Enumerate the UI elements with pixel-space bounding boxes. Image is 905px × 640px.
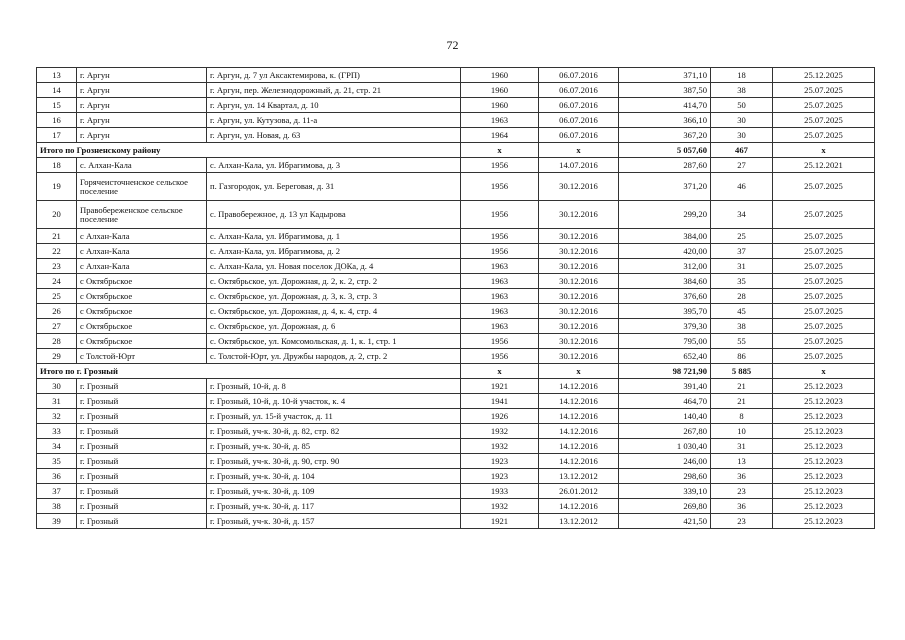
date-cell: 14.12.2016 <box>539 439 619 454</box>
row-number-cell: 31 <box>37 394 77 409</box>
area-cell: 312,00 <box>619 259 711 274</box>
row-number-cell: 28 <box>37 334 77 349</box>
deadline-cell: 25.12.2023 <box>773 424 875 439</box>
settlement-cell: с Толстой-Юрт <box>77 349 207 364</box>
year-cell: 1956 <box>461 334 539 349</box>
residents-cell: 34 <box>711 201 773 229</box>
table-row <box>37 173 875 201</box>
deadline-cell: 25.07.2025 <box>773 319 875 334</box>
address-cell: г. Грозный, ул. 15-й участок, д. 11 <box>207 409 461 424</box>
year-cell: 1963 <box>461 113 539 128</box>
address-cell: с. Толстой-Юрт, ул. Дружбы народов, д. 2, стр. 2 <box>207 349 461 364</box>
year-cell: 1963 <box>461 259 539 274</box>
year-cell: 1964 <box>461 128 539 143</box>
area-cell: 267,80 <box>619 424 711 439</box>
year-cell: 1932 <box>461 424 539 439</box>
date-cell: 14.12.2016 <box>539 454 619 469</box>
area-cell: 246,00 <box>619 454 711 469</box>
row-number-cell: 26 <box>37 304 77 319</box>
year-cell: 1963 <box>461 274 539 289</box>
area-cell: 379,30 <box>619 319 711 334</box>
address-cell: с. Октябрьское, ул. Дорожная, д. 3, к. 3, стр. 3 <box>207 289 461 304</box>
settlement-cell: г. Аргун <box>77 98 207 113</box>
date-cell: 06.07.2016 <box>539 113 619 128</box>
area-cell: 384,60 <box>619 274 711 289</box>
area-cell: 387,50 <box>619 83 711 98</box>
deadline-cell: х <box>773 143 875 158</box>
settlement-cell: с Октябрьское <box>77 319 207 334</box>
settlement-cell: с Алхан-Кала <box>77 229 207 244</box>
address-cell: г. Аргун, ул. 14 Квартал, д. 10 <box>207 98 461 113</box>
date-cell: 26.01.2012 <box>539 484 619 499</box>
address-cell: с. Октябрьское, ул. Дорожная, д. 2, к. 2, стр. 2 <box>207 274 461 289</box>
table-row <box>37 274 875 289</box>
residents-cell: 13 <box>711 454 773 469</box>
address-cell: с. Алхан-Кала, ул. Ибрагимова, д. 2 <box>207 244 461 259</box>
year-cell: 1963 <box>461 304 539 319</box>
table-row <box>37 454 875 469</box>
address-cell: г. Грозный, уч-к. 30-й, д. 85 <box>207 439 461 454</box>
area-cell: 795,00 <box>619 334 711 349</box>
deadline-cell: 25.07.2025 <box>773 244 875 259</box>
residents-cell: 86 <box>711 349 773 364</box>
deadline-cell: 25.07.2025 <box>773 98 875 113</box>
residents-cell: 31 <box>711 439 773 454</box>
row-number-cell: 37 <box>37 484 77 499</box>
row-number-cell: 18 <box>37 158 77 173</box>
area-cell: 421,50 <box>619 514 711 529</box>
residents-cell: 38 <box>711 319 773 334</box>
residents-cell: 46 <box>711 173 773 201</box>
table-row <box>37 334 875 349</box>
table-row <box>37 394 875 409</box>
year-cell: 1956 <box>461 173 539 201</box>
date-cell: 06.07.2016 <box>539 83 619 98</box>
settlement-cell: с Алхан-Кала <box>77 259 207 274</box>
subtotal-row <box>37 143 875 158</box>
date-cell: 30.12.2016 <box>539 304 619 319</box>
row-number-cell: 39 <box>37 514 77 529</box>
deadline-cell: 25.07.2025 <box>773 259 875 274</box>
row-number-cell: 29 <box>37 349 77 364</box>
table-row <box>37 158 875 173</box>
table-row <box>37 128 875 143</box>
table-row <box>37 244 875 259</box>
deadline-cell: 25.07.2025 <box>773 201 875 229</box>
residents-cell: 27 <box>711 158 773 173</box>
date-cell: 06.07.2016 <box>539 98 619 113</box>
year-cell: 1921 <box>461 514 539 529</box>
year-cell: 1963 <box>461 289 539 304</box>
address-cell: с. Алхан-Кала, ул. Ибрагимова, д. 3 <box>207 158 461 173</box>
subtotal-row <box>37 364 875 379</box>
table-row <box>37 319 875 334</box>
date-cell: 14.07.2016 <box>539 158 619 173</box>
residents-cell: 21 <box>711 379 773 394</box>
residents-cell: 38 <box>711 83 773 98</box>
residents-cell: 28 <box>711 289 773 304</box>
settlement-cell: г. Грозный <box>77 454 207 469</box>
address-cell: с. Правобережное, д. 13 ул Кадырова <box>207 201 461 229</box>
deadline-cell: х <box>773 364 875 379</box>
area-cell: 299,20 <box>619 201 711 229</box>
settlement-cell: с Октябрьское <box>77 274 207 289</box>
settlement-cell: г. Грозный <box>77 394 207 409</box>
settlement-cell: г. Грозный <box>77 469 207 484</box>
row-number-cell: 16 <box>37 113 77 128</box>
year-cell: 1963 <box>461 319 539 334</box>
settlement-cell: с Октябрьское <box>77 304 207 319</box>
settlement-cell: Правобереженское сельское поселение <box>77 201 207 229</box>
date-cell: 14.12.2016 <box>539 379 619 394</box>
settlement-cell: г. Грозный <box>77 484 207 499</box>
table-row <box>37 113 875 128</box>
year-cell: 1960 <box>461 98 539 113</box>
area-cell: 384,00 <box>619 229 711 244</box>
area-cell: 652,40 <box>619 349 711 364</box>
deadline-cell: 25.07.2025 <box>773 304 875 319</box>
address-cell: г. Аргун, ул. Новая, д. 63 <box>207 128 461 143</box>
date-cell: 30.12.2016 <box>539 244 619 259</box>
year-cell: 1921 <box>461 379 539 394</box>
deadline-cell: 25.07.2025 <box>773 173 875 201</box>
table-body <box>37 68 875 529</box>
settlement-cell: с Алхан-Кала <box>77 244 207 259</box>
year-cell: 1932 <box>461 499 539 514</box>
area-cell: 371,10 <box>619 68 711 83</box>
date-cell: 30.12.2016 <box>539 259 619 274</box>
residents-cell: 36 <box>711 499 773 514</box>
address-cell: г. Грозный, уч-к. 30-й, д. 90, стр. 90 <box>207 454 461 469</box>
deadline-cell: 25.07.2025 <box>773 229 875 244</box>
settlement-cell: г. Аргун <box>77 128 207 143</box>
housing-table <box>36 67 875 529</box>
date-cell: 13.12.2012 <box>539 469 619 484</box>
residents-cell: 467 <box>711 143 773 158</box>
address-cell: с. Алхан-Кала, ул. Ибрагимова, д. 1 <box>207 229 461 244</box>
area-cell: 366,10 <box>619 113 711 128</box>
date-cell: 14.12.2016 <box>539 424 619 439</box>
row-number-cell: 25 <box>37 289 77 304</box>
year-cell: 1956 <box>461 244 539 259</box>
page-number: 72 <box>446 38 459 52</box>
residents-cell: 35 <box>711 274 773 289</box>
table-row <box>37 514 875 529</box>
year-cell: 1956 <box>461 229 539 244</box>
deadline-cell: 25.12.2023 <box>773 439 875 454</box>
date-cell: 06.07.2016 <box>539 128 619 143</box>
deadline-cell: 25.07.2025 <box>773 349 875 364</box>
area-cell: 464,70 <box>619 394 711 409</box>
year-cell: 1923 <box>461 469 539 484</box>
year-cell: 1941 <box>461 394 539 409</box>
date-cell: 30.12.2016 <box>539 319 619 334</box>
row-number-cell: 20 <box>37 201 77 229</box>
address-cell: с. Алхан-Кала, ул. Новая поселок ДОКа, д. 4 <box>207 259 461 274</box>
area-cell: 367,20 <box>619 128 711 143</box>
area-cell: 269,80 <box>619 499 711 514</box>
residents-cell: 21 <box>711 394 773 409</box>
deadline-cell: 25.12.2023 <box>773 454 875 469</box>
settlement-cell: с. Алхан-Кала <box>77 158 207 173</box>
address-cell: г. Аргун, ул. Кутузова, д. 11-а <box>207 113 461 128</box>
deadline-cell: 25.12.2025 <box>773 68 875 83</box>
area-cell: 298,60 <box>619 469 711 484</box>
date-cell: 30.12.2016 <box>539 289 619 304</box>
residents-cell: 23 <box>711 484 773 499</box>
row-number-cell: 30 <box>37 379 77 394</box>
table-row <box>37 439 875 454</box>
year-cell: 1923 <box>461 454 539 469</box>
area-cell: 339,10 <box>619 484 711 499</box>
date-cell: х <box>539 143 619 158</box>
row-number-cell: 36 <box>37 469 77 484</box>
residents-cell: 5 885 <box>711 364 773 379</box>
date-cell: 30.12.2016 <box>539 349 619 364</box>
address-cell: г. Грозный, 10-й, д. 8 <box>207 379 461 394</box>
area-cell: 98 721,90 <box>619 364 711 379</box>
deadline-cell: 25.12.2023 <box>773 514 875 529</box>
settlement-cell: г. Грозный <box>77 424 207 439</box>
year-cell: х <box>461 143 539 158</box>
address-cell: г. Грозный, 10-й, д. 10-й участок, к. 4 <box>207 394 461 409</box>
residents-cell: 37 <box>711 244 773 259</box>
area-cell: 420,00 <box>619 244 711 259</box>
year-cell: 1960 <box>461 68 539 83</box>
residents-cell: 55 <box>711 334 773 349</box>
settlement-cell: г. Аргун <box>77 113 207 128</box>
address-cell: г. Аргун, пер. Железнодорожный, д. 21, стр. 21 <box>207 83 461 98</box>
table-row <box>37 349 875 364</box>
deadline-cell: 25.12.2021 <box>773 158 875 173</box>
residents-cell: 31 <box>711 259 773 274</box>
area-cell: 1 030,40 <box>619 439 711 454</box>
table-row <box>37 229 875 244</box>
address-cell: г. Грозный, уч-к. 30-й, д. 157 <box>207 514 461 529</box>
residents-cell: 36 <box>711 469 773 484</box>
date-cell: 30.12.2016 <box>539 229 619 244</box>
deadline-cell: 25.07.2025 <box>773 83 875 98</box>
year-cell: 1956 <box>461 158 539 173</box>
residents-cell: 30 <box>711 128 773 143</box>
row-number-cell: 19 <box>37 173 77 201</box>
row-number-cell: 32 <box>37 409 77 424</box>
residents-cell: 25 <box>711 229 773 244</box>
table-row <box>37 379 875 394</box>
row-number-cell: 15 <box>37 98 77 113</box>
settlement-cell: г. Грозный <box>77 439 207 454</box>
settlement-cell: г. Аргун <box>77 68 207 83</box>
row-number-cell: 13 <box>37 68 77 83</box>
year-cell: 1932 <box>461 439 539 454</box>
deadline-cell: 25.07.2025 <box>773 334 875 349</box>
date-cell: 13.12.2012 <box>539 514 619 529</box>
settlement-cell: г. Грозный <box>77 379 207 394</box>
area-cell: 371,20 <box>619 173 711 201</box>
date-cell: 30.12.2016 <box>539 201 619 229</box>
residents-cell: 45 <box>711 304 773 319</box>
address-cell: г. Аргун, д. 7 ул Аксактемирова, к. (ГРП) <box>207 68 461 83</box>
deadline-cell: 25.07.2025 <box>773 128 875 143</box>
address-cell: с. Октябрьское, ул. Дорожная, д. 4, к. 4, стр. 4 <box>207 304 461 319</box>
table-row <box>37 83 875 98</box>
date-cell: 14.12.2016 <box>539 394 619 409</box>
row-number-cell: 38 <box>37 499 77 514</box>
deadline-cell: 25.12.2023 <box>773 469 875 484</box>
table-row <box>37 98 875 113</box>
deadline-cell: 25.12.2023 <box>773 379 875 394</box>
date-cell: 30.12.2016 <box>539 274 619 289</box>
address-cell: с. Октябрьское, ул. Дорожная, д. 6 <box>207 319 461 334</box>
table-row <box>37 201 875 229</box>
area-cell: 391,40 <box>619 379 711 394</box>
year-cell: х <box>461 364 539 379</box>
row-number-cell: 17 <box>37 128 77 143</box>
row-number-cell: 33 <box>37 424 77 439</box>
address-cell: с. Октябрьское, ул. Комсомольская, д. 1, к. 1, стр. 1 <box>207 334 461 349</box>
address-cell: г. Грозный, уч-к. 30-й, д. 82, стр. 82 <box>207 424 461 439</box>
date-cell: 14.12.2016 <box>539 499 619 514</box>
table-row <box>37 289 875 304</box>
area-cell: 395,70 <box>619 304 711 319</box>
settlement-cell: г. Грозный <box>77 499 207 514</box>
address-cell: п. Газгородок, ул. Береговая, д. 31 <box>207 173 461 201</box>
date-cell: 30.12.2016 <box>539 173 619 201</box>
table-row <box>37 499 875 514</box>
year-cell: 1960 <box>461 83 539 98</box>
year-cell: 1956 <box>461 349 539 364</box>
area-cell: 5 057,60 <box>619 143 711 158</box>
table-row <box>37 259 875 274</box>
row-number-cell: 27 <box>37 319 77 334</box>
date-cell: 14.12.2016 <box>539 409 619 424</box>
table-row <box>37 469 875 484</box>
settlement-cell: с Октябрьское <box>77 334 207 349</box>
subtotal-label: Итого по Грозненскому району <box>37 143 461 158</box>
address-cell: г. Грозный, уч-к. 30-й, д. 104 <box>207 469 461 484</box>
row-number-cell: 14 <box>37 83 77 98</box>
settlement-cell: г. Аргун <box>77 83 207 98</box>
residents-cell: 30 <box>711 113 773 128</box>
row-number-cell: 24 <box>37 274 77 289</box>
year-cell: 1926 <box>461 409 539 424</box>
row-number-cell: 21 <box>37 229 77 244</box>
settlement-cell: г. Грозный <box>77 409 207 424</box>
area-cell: 414,70 <box>619 98 711 113</box>
year-cell: 1933 <box>461 484 539 499</box>
year-cell: 1956 <box>461 201 539 229</box>
deadline-cell: 25.07.2025 <box>773 113 875 128</box>
residents-cell: 8 <box>711 409 773 424</box>
date-cell: 30.12.2016 <box>539 334 619 349</box>
area-cell: 376,60 <box>619 289 711 304</box>
area-cell: 287,60 <box>619 158 711 173</box>
settlement-cell: Горячеисточненское сельское поселение <box>77 173 207 201</box>
residents-cell: 18 <box>711 68 773 83</box>
address-cell: г. Грозный, уч-к. 30-й, д. 109 <box>207 484 461 499</box>
row-number-cell: 35 <box>37 454 77 469</box>
address-cell: г. Грозный, уч-к. 30-й, д. 117 <box>207 499 461 514</box>
deadline-cell: 25.12.2023 <box>773 394 875 409</box>
row-number-cell: 22 <box>37 244 77 259</box>
deadline-cell: 25.12.2023 <box>773 484 875 499</box>
deadline-cell: 25.07.2025 <box>773 289 875 304</box>
deadline-cell: 25.07.2025 <box>773 274 875 289</box>
table-row <box>37 304 875 319</box>
row-number-cell: 23 <box>37 259 77 274</box>
table-row <box>37 484 875 499</box>
residents-cell: 10 <box>711 424 773 439</box>
settlement-cell: с Октябрьское <box>77 289 207 304</box>
table-row <box>37 68 875 83</box>
deadline-cell: 25.12.2023 <box>773 409 875 424</box>
table-row <box>37 409 875 424</box>
deadline-cell: 25.12.2023 <box>773 499 875 514</box>
subtotal-label: Итого по г. Грозный <box>37 364 461 379</box>
area-cell: 140,40 <box>619 409 711 424</box>
row-number-cell: 34 <box>37 439 77 454</box>
settlement-cell: г. Грозный <box>77 514 207 529</box>
date-cell: х <box>539 364 619 379</box>
table-row <box>37 424 875 439</box>
residents-cell: 23 <box>711 514 773 529</box>
date-cell: 06.07.2016 <box>539 68 619 83</box>
residents-cell: 50 <box>711 98 773 113</box>
